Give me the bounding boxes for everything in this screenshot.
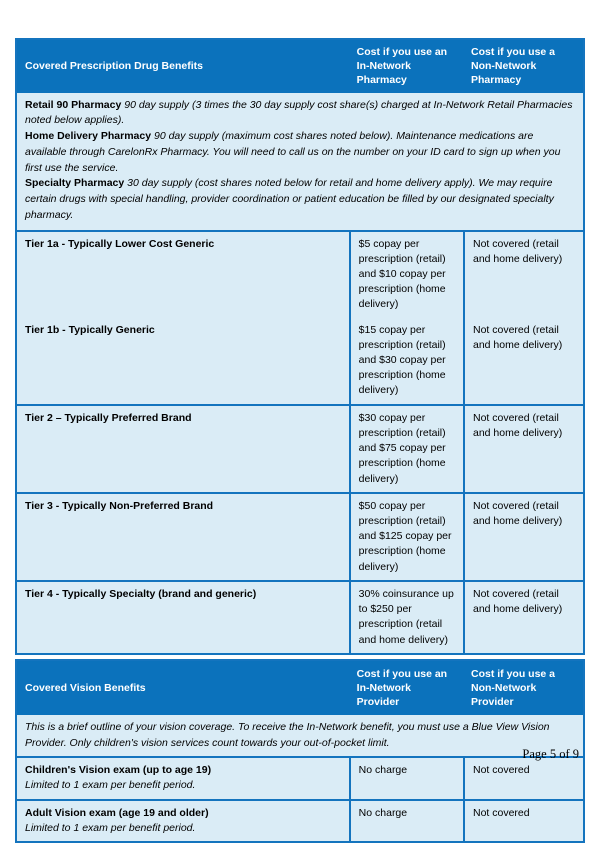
home-delivery-pharmacy-text: 90 day supply (maximum cost shares noted below). Maintenance medications are available through CarelonRx Pharmacy. You will need to call us on the number on your ID card to sign up when you first use the service. (25, 130, 561, 174)
specialty-pharmacy-text: 30 day supply (cost shares noted below for retail and home delivery apply). We may require certain drugs with special handling, provider coordination or patient education be filled by our designated specialty pharmacy. (25, 177, 554, 221)
tier-4-non-network-cost: Not covered (retail and home delivery) (463, 582, 583, 653)
adult-vision-non-network-cost: Not covered (463, 801, 583, 841)
pharmacy-intro-paragraphs (17, 93, 583, 230)
childrens-vision-exam-name: Children's Vision exam (up to age 19) (25, 764, 212, 777)
tier-1a-name: Tier 1a - Typically Lower Cost Generic (25, 237, 215, 250)
childrens-vision-non-network-cost: Not covered (463, 758, 583, 798)
childrens-vision-exam-name-cell (17, 758, 349, 798)
retail-90-pharmacy-paragraph (25, 98, 575, 130)
tier-1a-non-network-cost: Not covered (retail and home delivery) (463, 232, 583, 318)
non-network-pharmacy-column-header: Cost if you use a Non-Network Pharmacy (471, 46, 556, 87)
childrens-vision-exam-limit-note: Limited to 1 exam per benefit period. (25, 779, 196, 792)
tier-1a-in-network-cost: $5 copay per prescription (retail) and $10 copay per prescription (home delivery) (349, 232, 463, 318)
retail-90-pharmacy-lead: Retail 90 Pharmacy (25, 98, 122, 111)
prescription-benefits-table (15, 38, 585, 655)
vision-table-header-row (17, 661, 583, 715)
home-delivery-pharmacy-paragraph (25, 129, 575, 176)
adult-vision-in-network-cost: No charge (349, 801, 463, 841)
tier-3-in-network-cost: $50 copay per prescription (retail) and $125 copay per prescription (home delivery) (349, 494, 463, 580)
tier-2-in-network-cost: $30 copay per prescription (retail) and $75 copay per prescription (home delivery) (349, 406, 463, 492)
childrens-vision-in-network-cost: No charge (349, 758, 463, 798)
tier-1b-entry (17, 318, 583, 404)
in-network-provider-column-header: Cost if you use an In-Network Provider (356, 667, 448, 708)
document-body (15, 38, 585, 843)
tier-1b-in-network-cost: $15 copay per prescription (retail) and $30 copay per prescription (home delivery) (349, 318, 463, 404)
prescription-benefits-column-header: Covered Prescription Drug Benefits (25, 60, 203, 73)
tier-1a-entry (17, 232, 583, 318)
vision-benefits-column-header: Covered Vision Benefits (25, 681, 146, 694)
tier-2-name: Tier 2 – Typically Preferred Brand (25, 411, 192, 424)
tier-1-row (17, 230, 583, 404)
specialty-pharmacy-lead: Specialty Pharmacy (25, 177, 125, 190)
tier-4-name: Tier 4 - Typically Specialty (brand and generic) (25, 587, 257, 600)
tier-3-non-network-cost: Not covered (retail and home delivery) (463, 494, 583, 580)
adult-vision-exam-row (17, 799, 583, 841)
childrens-vision-exam-row (17, 756, 583, 798)
vision-benefits-table (15, 659, 585, 843)
adult-vision-exam-name-cell (17, 801, 349, 841)
prescription-table-header-row (17, 40, 583, 93)
adult-vision-exam-name: Adult Vision exam (age 19 and older) (25, 806, 209, 819)
tier-1b-name: Tier 1b - Typically Generic (25, 323, 155, 336)
tier-3-row (17, 492, 583, 580)
retail-90-pharmacy-text: 90 day supply (3 times the 30 day supply cost share(s) charged at In-Network Retail Pharmacies noted below applies). (25, 98, 573, 127)
adult-vision-exam-limit-note: Limited to 1 exam per benefit period. (25, 821, 196, 834)
page-number: Page 5 of 9 (522, 747, 579, 761)
tier-2-row (17, 404, 583, 492)
tier-4-row (17, 580, 583, 653)
vision-intro-paragraph: This is a brief outline of your vision coverage. To receive the In-Network benefit, you must use a Blue View Vision Provider. Only children's vision services count towards your out-of-pocket limit. (25, 720, 550, 749)
tier-3-name: Tier 3 - Typically Non-Preferred Brand (25, 499, 214, 512)
in-network-pharmacy-column-header: Cost if you use an In-Network Pharmacy (356, 46, 448, 87)
specialty-pharmacy-paragraph (25, 176, 575, 223)
tier-4-in-network-cost: 30% coinsurance up to $250 per prescription (retail and home delivery) (349, 582, 463, 653)
home-delivery-pharmacy-lead: Home Delivery Pharmacy (25, 130, 152, 143)
tier-1b-non-network-cost: Not covered (retail and home delivery) (463, 318, 583, 404)
tier-2-non-network-cost: Not covered (retail and home delivery) (463, 406, 583, 492)
non-network-provider-column-header: Cost if you use a Non-Network Provider (471, 667, 556, 708)
